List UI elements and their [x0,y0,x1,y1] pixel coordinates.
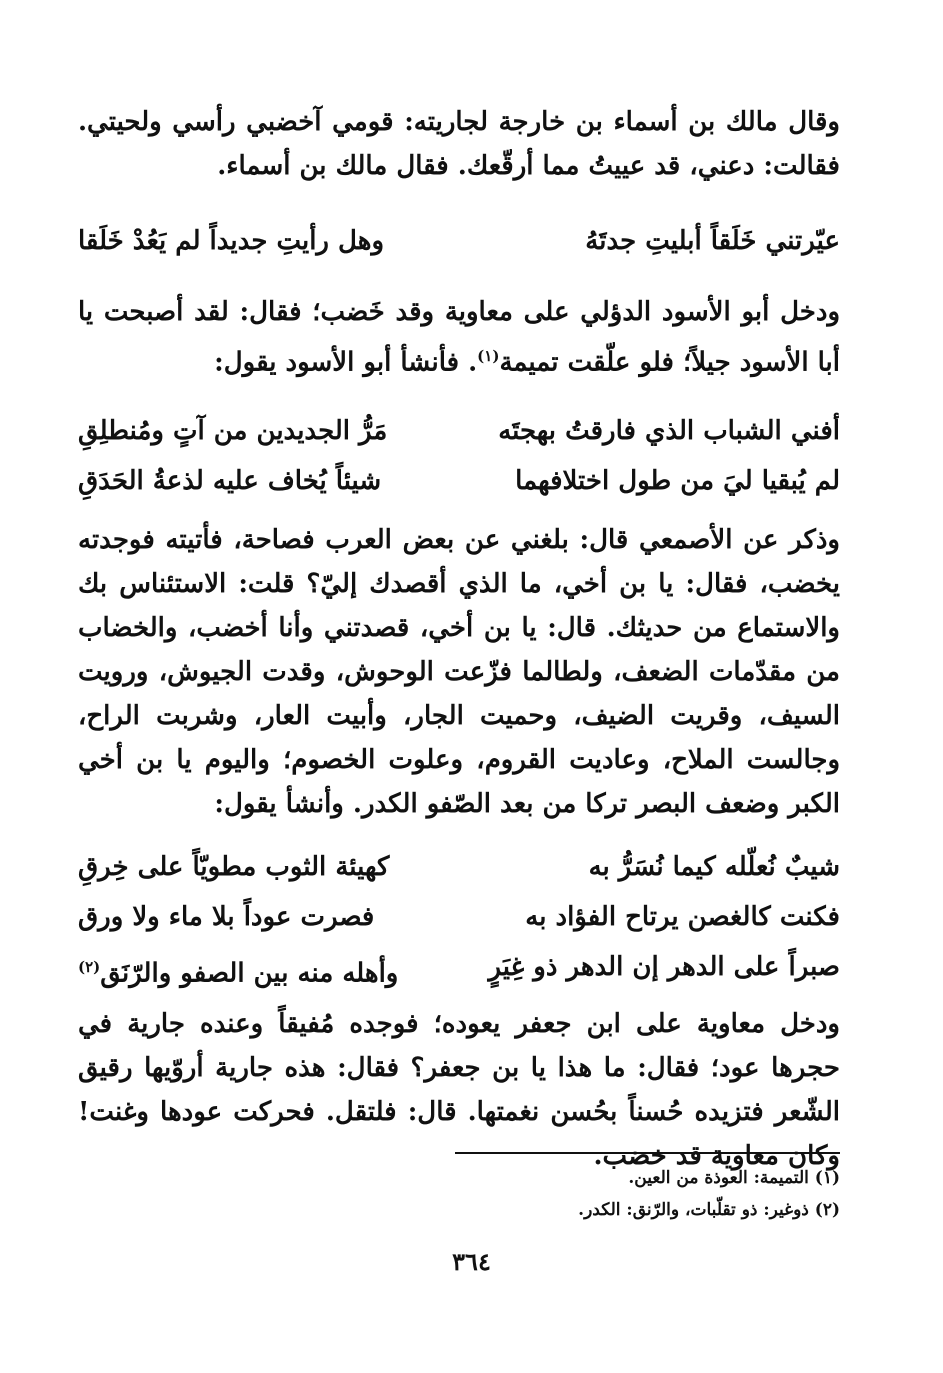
verse-line [78,408,840,458]
paragraph-abu-aswad [78,290,840,385]
verse-first-hemistich: أفني الشباب الذي فارقتُ بهجتَه [498,416,840,446]
paragraph-text: وقال مالك بن أسماء بن خارجة لجاريته: قومي آخضبي رأسي ولحيتي. فقالت: دعني، قد عييتُ مما أرقّعك. فقال مالك بن أسماء. [78,107,840,181]
verse-first-hemistich: شيبٌ نُعلّله كيما نُسَرُّ به [588,852,840,882]
page-number: ٣٦٤ [452,1247,491,1276]
verse-second-hemistich: وهل رأيتِ جديداً لم يَعُدْ خَلَقا [78,226,384,256]
verse-second-hemistich-text: وأهله منه بين الصفو والرّنَق [100,958,399,989]
footnote-divider [455,1152,840,1154]
paragraph-asmai [78,518,840,826]
verse-block-1 [78,218,840,268]
footnote-ref-2: (٢) [78,958,101,976]
paragraph-malik [78,100,840,188]
footnotes [300,1162,840,1226]
footnote-2: (٢) ذوغير: ذو تقلّبات، والرّنق: الكدر. [578,1200,840,1220]
footnote-1: (١) التميمة: العوذة من العين. [628,1168,840,1188]
verse-second-hemistich: فصرت عوداً بلا ماء ولا ورق [78,902,375,932]
paragraph-text-main: ودخل أبو الأسود الدؤلي على معاوية وقد خَضب؛ فقال: لقد أصبحت يا أبا الأسود جيلاً؛ فلو علّقت تميمة [78,297,840,378]
verse-line [78,894,840,944]
verse-first-hemistich: صبراً على الدهر إن الدهر ذو غِيَرٍ [488,952,840,982]
verse-second-hemistich: كهيئة الثوب مطويّاً على خِرقِ [78,852,390,882]
verse-line [78,944,840,994]
verse-second-hemistich: شيئاً يُخاف عليه لذعةُ الحَدَقِ [78,466,382,496]
paragraph-text: ودخل معاوية على ابن جعفر يعوده؛ فوجده مُفيقاً وعنده جارية في حجرها عود؛ فقال: ما هذا يا بن جعفر؟ فقال: هذه جارية أروّيها رقيق الشّعر فتزيده حُسناً بحُسن نغمتها. قال: فلتقل. فحركت عودها وغنت! وكان معاوية قد خضب. [78,1009,840,1171]
verse-line [78,844,840,894]
verse-second-hemistich [78,944,398,997]
paragraph-text [78,290,840,385]
verse-block-3 [78,844,840,994]
verse-first-hemistich: لم يُبقيا ليَ من طول اختلافهما [515,466,840,496]
verse-first-hemistich: فكنت كالغصن يرتاح الفؤاد به [525,902,840,932]
paragraph-text: وذكر عن الأصمعي قال: بلغني عن بعض العرب فصاحة، فأتيته فوجدته يخضب، فقال: يا بن أخي، ما الذي أقصدك إليّ؟ قلت: الاستئناس بك والاستماع من حديثك. قال: يا بن أخي، قصدتني وأنا أخضب، والخضاب من مقدّمات الضعف، ولطالما فزّعت الوحوش، وقدت الجيوش، ورويت السيف، وقريت الضيف، وحميت الجار، وأبيت العار، وشربت الراح، وجالست الملاح، وعاديت القروم، وعلوت الخصوم؛ واليوم يا بن أخي الكبر وضعف البصر تركا من بعد الصّفو الكدر. وأنشأ يقول: [78,525,840,819]
verse-second-hemistich: مَرُّ الجديدين من آتٍ ومُنطلِقِ [78,416,388,446]
verse-line [78,458,840,508]
verse-block-2 [78,408,840,508]
footnote-ref-1: (١) [477,347,500,365]
verse-first-hemistich: عيّرتني خَلَقاً أبليتِ جدتَهُ [585,226,840,256]
verse-line [78,218,840,268]
paragraph-text-end: . فأنشأ أبو الأسود يقول: [214,347,478,378]
